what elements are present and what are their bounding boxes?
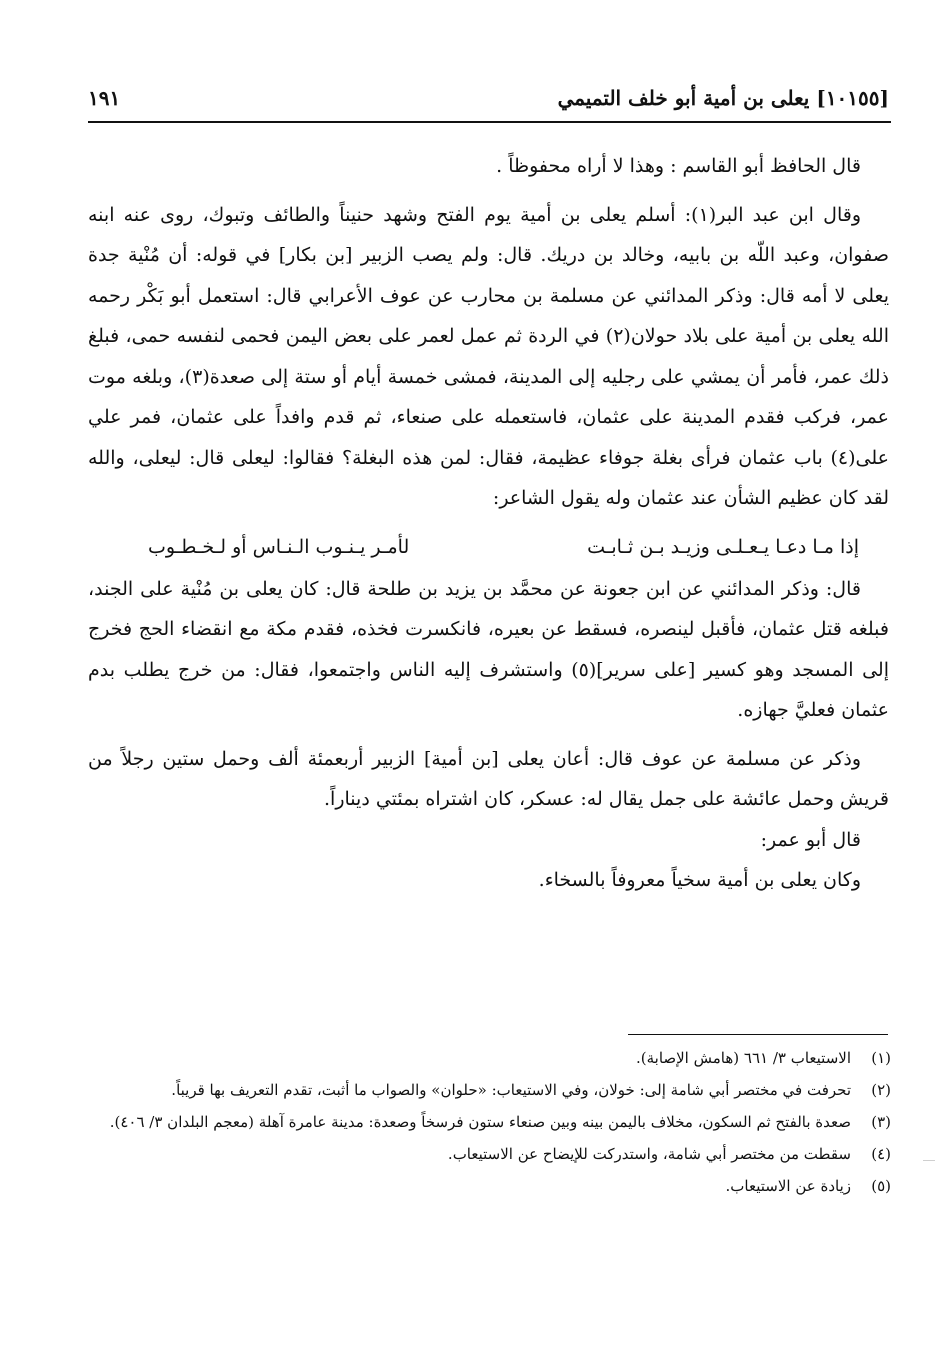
paragraph: وذكر عن مسلمة عن عوف قال: أعان يعلى [بن أمية] الزبير أربعمئة ألف وحمل ستين رجلاً من قريش وحمل عائشة على جمل يقال له: عسكر، كان اشتراه بمئتي ديناراً. — [88, 747, 889, 810]
footnote-number: (٤) — [871, 1145, 891, 1163]
footnote-text: تحرفت في مختصر أبي شامة إلى: خولان، وفي الاستيعاب: «حلوان» والصواب ما أثبت، تقدم التعريف بها قريباً. — [171, 1081, 851, 1099]
footnote-text: زيادة عن الاستيعاب. — [725, 1177, 851, 1195]
footnote-number: (٣) — [871, 1113, 891, 1131]
footnote-number: (٥) — [871, 1177, 891, 1195]
paragraph: قال الحافظ أبو القاسم : وهذا لا أراه محفوظاً . — [496, 155, 861, 177]
footnote — [96, 1140, 891, 1168]
paragraph: قال: وذكر المدائني عن ابن جعونة عن محمَّد بن يزيد بن طلحة قال: كان يعلى بن مُنْية على الجند، فبلغه قتل عثمان، فأقبل لينصره، فسقط عن بعيره، فانكسرت فخذه، فقدم مكة مع انقضاء الحج فخرج إلى المسجد وهو كسير [على سرير](٥) واستشرف إليه الناس واجتمعوا، فقال: من خرج يطلب بدم عثمان فعليَّ جهازه. — [88, 577, 889, 721]
footnote-text: صعدة بالفتح ثم السكون، مخلاف باليمن بينه وبين صنعاء ستون فرسخاً وصعدة: مدينة عامرة آهلة (معجم البلدان ٣/ ٤٠٦). — [109, 1113, 851, 1131]
footnote-number: (٢) — [871, 1081, 891, 1099]
paragraph: قال أبو عمر: — [760, 828, 861, 851]
poem-verse — [88, 519, 889, 569]
paragraph: وكان يعلى بن أمية سخياً معروفاً بالسخاء. — [538, 869, 861, 891]
footnote-text: الاستيعاب ٣/ ٦٦١ (هامش الإصابة). — [635, 1049, 851, 1067]
footnote-text: سقطت من مختصر أبي شامة، واستدركت للإيضاح عن الاستيعاب. — [447, 1145, 851, 1163]
footnote-number: (١) — [871, 1049, 891, 1067]
footnote — [96, 1044, 891, 1072]
paragraph: وقال ابن عبد البر(١): أسلم يعلى بن أمية يوم الفتح وشهد حنيناً والطائف وتبوك، روى عنه ابنه صفوان، وعبد اللّه بن بابيه، وخالد بن دريك. قال: ولم يصب الزبير [بن بكار] في قوله: أن مُنْية جدة يعلى لا أمه قال: وذكر المدائني عن مسلمة بن محارب عن عوف الأعرابي قال: استعمل أبو بَكْر رحمه الله يعلى بن أمية على بلاد حولان(٢) في الردة ثم عمل لعمر على بعض اليمن فحمى لنفسه حمى، فبلغ ذلك عمر، فأمر أن يمشي على رجليه إلى المدينة، فمشى خمسة أيام أو ستة إلى صعدة(٣)، وبلغه موت عمر، فركب فقدم المدينة على عثمان، فاستعمله على صنعاء، ثم قدم وافداً على عثمان، فمر علي على(٤) باب عثمان فرأى بغلة جوفاء عظيمة، فقال: لمن هذه البغلة؟ فقالوا: ليعلى قال: ليعلى، والله لقد كان عظيم الشأن عند عثمان وله يقول الشاعر: — [88, 203, 890, 509]
verse-first-hemistich: إذا مـا دعـا يـعـلـى وزيـد بـن ثـابـت — [587, 535, 859, 558]
footnote — [96, 1108, 891, 1136]
verse-second-hemistich: لأمـر يـنـوب الـنـاس أو لـخـطـوب — [148, 535, 410, 558]
main-text — [88, 146, 889, 901]
footnotes — [96, 1044, 891, 1204]
running-header — [88, 80, 889, 120]
footnote — [96, 1172, 891, 1200]
page-number: ١٩١ — [88, 86, 121, 110]
header-divider — [88, 121, 891, 123]
scan-artifact — [923, 1160, 935, 1161]
header-title: [١٠١٥٥] يعلى بن أمية أبو خلف التميمي — [557, 86, 889, 110]
footnote-divider — [628, 1034, 888, 1035]
footnote — [96, 1076, 891, 1104]
